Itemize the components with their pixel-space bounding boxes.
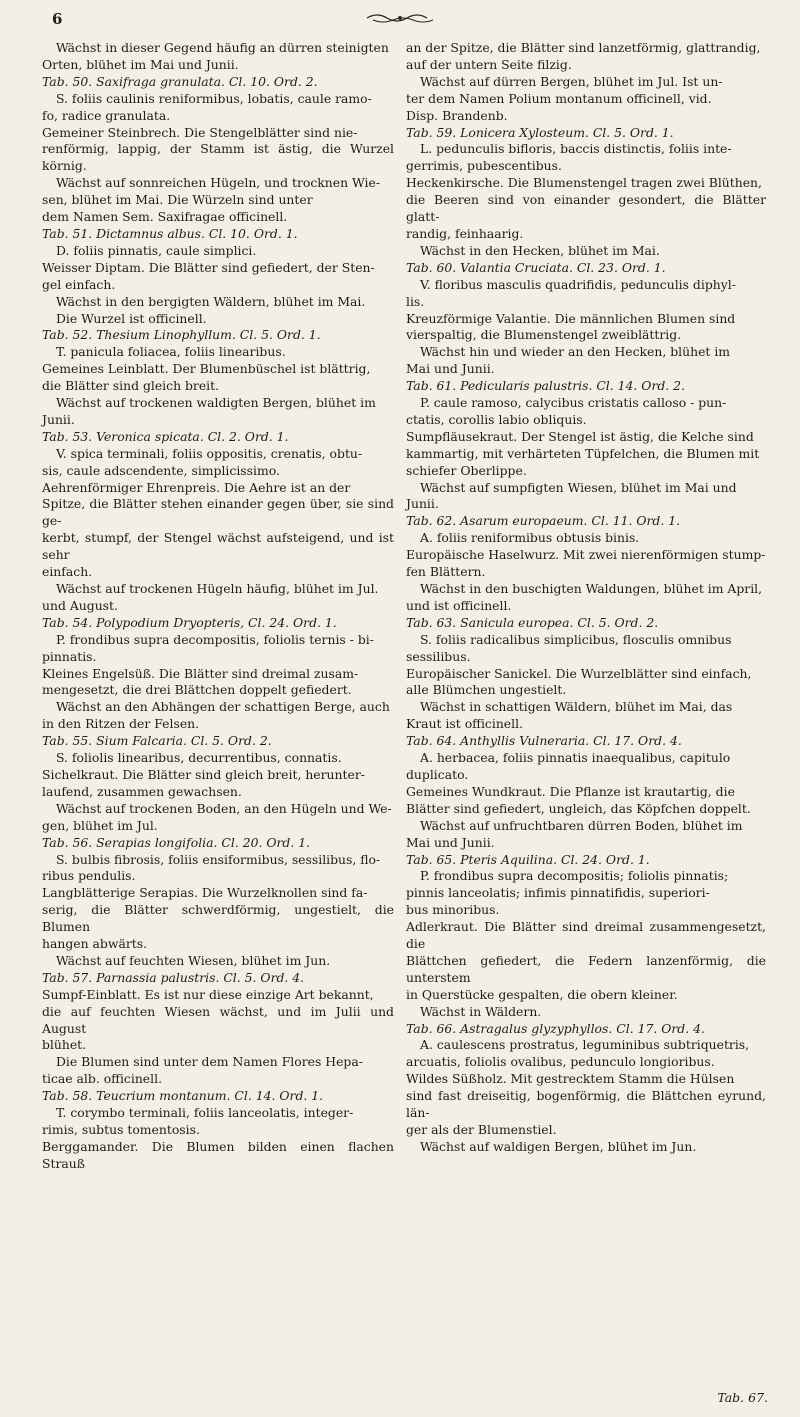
entry-heading: Tab. 54. Polypodium Dryopteris, Cl. 24. Ord. 1. xyxy=(42,614,337,630)
text-line: Wächst in den buschigten Waldungen, blühet im April, xyxy=(420,581,763,596)
text-line: A. herbacea, foliis pinnatis inaequalibus, capitulo xyxy=(420,750,731,766)
text-line: Mai und Junii. xyxy=(406,361,495,377)
text-line: sessilibus. xyxy=(406,648,471,664)
catchword: Tab. 67. xyxy=(717,1390,768,1405)
text-block xyxy=(406,1021,766,1156)
text-line: an der Spitze, die Blätter sind lanzetförmig, glattrandig, xyxy=(406,40,761,55)
text-line: serig, die Blätter schwerdförmig, ungestielt, die Blumen xyxy=(42,902,394,935)
text-line: Wächst in Wäldern. xyxy=(420,1003,542,1019)
text-line: schiefer Oberlippe. xyxy=(406,462,527,478)
text-line: ticae alb. officinell. xyxy=(42,1071,163,1087)
text-block xyxy=(406,125,766,260)
text-line: Orten, blühet im Mai und Junii. xyxy=(42,56,239,72)
text-line: Wächst auf dürren Bergen, blühet im Jul. Ist un- xyxy=(420,73,723,89)
text-line: S. bulbis fibrosis, foliis ensiformibus, sessilibus, flo- xyxy=(56,851,381,867)
right-column xyxy=(406,40,766,1156)
text-line: ctatis, corollis labio obliquis. xyxy=(406,411,587,427)
text-line: P. frondibus supra decompositis, foliolis ternis - bi- xyxy=(56,631,374,647)
text-block xyxy=(406,852,766,1021)
text-block xyxy=(406,615,766,733)
text-line: Disp. Brandenb. xyxy=(406,107,508,123)
text-line: Wächst in dieser Gegend häufig an dürren steinigten xyxy=(56,40,389,55)
text-line: Sumpf-Einblatt. Es ist nur diese einzige Art bekannt, xyxy=(42,986,374,1002)
text-line: A. caulescens prostratus, leguminibus subtriquetris, xyxy=(420,1037,750,1053)
text-line: Wächst an den Abhängen der schattigen Berge, auch xyxy=(56,699,390,715)
text-block xyxy=(42,429,394,615)
text-line: rimis, subtus tomentosis. xyxy=(42,1122,200,1137)
text-line: P. caule ramoso, calycibus cristatis calloso - pun- xyxy=(420,395,727,411)
text-line: Sichelkraut. Die Blätter sind gleich breit, herunter- xyxy=(42,766,365,782)
text-line: kammartig, mit verhärteten Tüpfelchen, die Blumen mit xyxy=(406,445,760,461)
text-block xyxy=(42,40,394,74)
text-line: Wächst in schattigen Wäldern, blühet im Mai, das xyxy=(420,699,733,715)
entry-heading: Tab. 51. Dictamnus albus. Cl. 10. Ord. 1. xyxy=(42,225,298,241)
text-line: auf der untern Seite filzig. xyxy=(406,56,572,72)
ornament-icon xyxy=(365,10,435,26)
entry-heading: Tab. 64. Anthyllis Vulneraria. Cl. 17. Ord. 4. xyxy=(406,733,682,749)
entry-heading: Tab. 52. Thesium Linophyllum. Cl. 5. Ord. 1. xyxy=(42,327,321,343)
text-line: Wächst auf feuchten Wiesen, blühet im Jun. xyxy=(56,952,331,968)
text-line: gel einfach. xyxy=(42,276,116,292)
text-line: arcuatis, foliolis ovalibus, pedunculo longioribus. xyxy=(406,1054,715,1070)
text-line: Heckenkirsche. Die Blumenstengel tragen zwei Blüthen, xyxy=(406,175,762,191)
text-line: Kleines Engelsüß. Die Blätter sind dreimal zusam- xyxy=(42,665,359,681)
text-block xyxy=(42,327,394,428)
text-line: und August. xyxy=(42,597,118,613)
text-line: Blätter sind gefiedert, ungleich, das Köpfchen doppelt. xyxy=(406,800,751,816)
text-line: lis. xyxy=(406,293,425,309)
entry-heading: Tab. 57. Parnassia palustris. Cl. 5. Ord. 4. xyxy=(42,969,305,985)
text-line: und ist officinell. xyxy=(406,597,512,613)
text-line: D. foliis pinnatis, caule simplici. xyxy=(56,242,257,258)
text-line: L. pedunculis bifloris, baccis distinctis, foliis inte- xyxy=(420,141,732,157)
text-line: fen Blättern. xyxy=(406,564,486,580)
text-line: renförmig, lappig, der Stamm ist ästig, die Wurzel körnig. xyxy=(42,141,394,174)
text-line: Wächst auf trockenen waldigten Bergen, blühet im xyxy=(56,395,376,411)
text-block xyxy=(42,835,394,970)
text-line: pinnatis. xyxy=(42,648,97,664)
text-line: Sumpfläusekraut. Der Stengel ist ästig, die Kelche sind xyxy=(406,428,754,444)
entry-heading: Tab. 66. Astragalus glyzyphyllos. Cl. 17. Ord. 4. xyxy=(406,1020,705,1036)
text-line: sen, blühet im Mai. Die Würzeln sind unter xyxy=(42,192,313,208)
text-line: in den Ritzen der Felsen. xyxy=(42,716,200,732)
text-block xyxy=(42,226,394,327)
text-line: Europäische Haselwurz. Mit zwei nierenförmigen stump- xyxy=(406,547,766,563)
text-line: Wächst in den Hecken, blühet im Mai. xyxy=(420,242,660,258)
text-line: Langblätterige Serapias. Die Wurzelknollen sind fa- xyxy=(42,885,368,901)
text-block xyxy=(406,260,766,378)
text-block xyxy=(42,74,394,226)
text-line: gen, blühet im Jul. xyxy=(42,817,158,833)
text-line: Mai und Junii. xyxy=(406,834,495,850)
entry-heading: Tab. 65. Pteris Aquilina. Cl. 24. Ord. 1. xyxy=(406,851,650,867)
text-line: randig, feinhaarig. xyxy=(406,225,524,241)
text-line: Gemeines Wundkraut. Die Pflanze ist krautartig, die xyxy=(406,783,735,799)
left-column xyxy=(42,40,394,1173)
entry-heading: Tab. 50. Saxifraga granulata. Cl. 10. Ord. 2. xyxy=(42,73,318,89)
text-line: S. foliolis linearibus, decurrentibus, connatis. xyxy=(56,750,342,766)
text-line: Wächst auf sonnreichen Hügeln, und trocknen Wie- xyxy=(56,175,381,191)
text-block xyxy=(406,40,766,125)
text-line: P. frondibus supra decompositis; foliolis pinnatis; xyxy=(420,868,729,884)
text-line: Blättchen gefiedert, die Federn lanzenförmig, die unterstem xyxy=(406,952,766,985)
entry-heading: Tab. 55. Sium Falcaria. Cl. 5. Ord. 2. xyxy=(42,733,272,749)
text-line: die Blätter sind gleich breit. xyxy=(42,378,220,394)
text-line: Aehrenförmiger Ehrenpreis. Die Aehre ist an der xyxy=(42,479,351,495)
text-line: laufend, zusammen gewachsen. xyxy=(42,783,242,799)
text-block xyxy=(42,970,394,1088)
text-line: einfach. xyxy=(42,564,93,580)
text-line: gerrimis, pubescentibus. xyxy=(406,158,562,174)
text-line: Junii. xyxy=(42,411,75,427)
text-line: kerbt, stumpf, der Stengel wächst aufsteigend, und ist sehr xyxy=(42,530,394,563)
text-line: Wächst in den bergigten Wäldern, blühet im Mai. xyxy=(56,293,366,309)
text-line: Spitze, die Blätter stehen einander gegen über, sie sind ge- xyxy=(42,496,394,529)
text-line: Gemeiner Steinbrech. Die Stengelblätter sind nie- xyxy=(42,124,358,140)
text-line: ter dem Namen Polium montanum officinell, vid. xyxy=(406,90,712,106)
text-line: Kraut ist officinell. xyxy=(406,716,524,732)
text-line: fo, radice granulata. xyxy=(42,107,171,123)
entry-heading: Tab. 58. Teucrium montanum. Cl. 14. Ord. 1. xyxy=(42,1088,324,1104)
text-line: Wächst auf trockenen Hügeln häufig, blühet im Jul. xyxy=(56,581,379,596)
page-number: 6 xyxy=(52,10,63,28)
text-line: Adlerkraut. Die Blätter sind dreimal zusammengesetzt, die xyxy=(406,919,766,952)
text-line: Junii. xyxy=(406,496,439,512)
text-line: Wildes Süßholz. Mit gestrecktem Stamm die Hülsen xyxy=(406,1071,735,1087)
text-line: ger als der Blumenstiel. xyxy=(406,1122,557,1137)
text-line: bus minoribus. xyxy=(406,902,500,918)
text-line: Kreuzförmige Valantie. Die männlichen Blumen sind xyxy=(406,310,736,326)
text-block xyxy=(42,615,394,733)
text-line: Gemeines Leinblatt. Der Blumenbüschel ist blättrig, xyxy=(42,361,371,377)
text-line: mengesetzt, die drei Blättchen doppelt gefiedert. xyxy=(42,682,352,698)
text-line: blühet. xyxy=(42,1037,87,1053)
text-line: Die Blumen sind unter dem Namen Flores Hepa- xyxy=(56,1054,363,1070)
text-line: pinnis lanceolatis; infimis pinnatifidis, superiori- xyxy=(406,885,710,901)
entry-heading: Tab. 60. Valantia Cruciata. Cl. 23. Ord. 1. xyxy=(406,259,666,275)
text-line: V. floribus masculis quadrifidis, pedunculis diphyl- xyxy=(420,276,736,292)
entry-heading: Tab. 62. Asarum europaeum. Cl. 11. Ord. 1. xyxy=(406,513,681,529)
text-line: Wächst auf waldigen Bergen, blühet im Jun. xyxy=(420,1138,697,1154)
text-block xyxy=(42,1088,394,1173)
text-block xyxy=(406,378,766,513)
entry-heading: Tab. 53. Veronica spicata. Cl. 2. Ord. 1. xyxy=(42,428,289,444)
entry-heading: Tab. 63. Sanicula europea. Cl. 5. Ord. 2. xyxy=(406,614,659,630)
text-line: T. panicula foliacea, foliis linearibus. xyxy=(56,344,286,360)
text-line: alle Blümchen ungestielt. xyxy=(406,682,567,698)
text-line: Weisser Diptam. Die Blätter sind gefiedert, der Sten- xyxy=(42,259,375,275)
text-line: S. foliis radicalibus simplicibus, flosculis omnibus xyxy=(420,631,732,647)
text-line: die auf feuchten Wiesen wächst, und im Julii und August xyxy=(42,1003,394,1036)
text-block xyxy=(42,733,394,834)
text-line: dem Namen Sem. Saxifragae officinell. xyxy=(42,209,288,225)
text-line: sis, caule adscendente, simplicissimo. xyxy=(42,462,280,478)
text-block xyxy=(406,513,766,614)
text-line: duplicato. xyxy=(406,766,469,782)
text-line: Europäischer Sanickel. Die Wurzelblätter sind einfach, xyxy=(406,665,752,681)
text-line: V. spica terminali, foliis oppositis, crenatis, obtu- xyxy=(56,445,363,461)
entry-heading: Tab. 59. Lonicera Xylosteum. Cl. 5. Ord. 1. xyxy=(406,124,674,140)
text-block xyxy=(406,733,766,851)
entry-heading: Tab. 56. Serapias longifolia. Cl. 20. Ord. 1. xyxy=(42,834,311,850)
text-line: Wächst auf sumpfigten Wiesen, blühet im Mai und xyxy=(420,479,737,495)
text-line: hangen abwärts. xyxy=(42,936,148,952)
text-line: Die Wurzel ist officinell. xyxy=(56,310,207,326)
text-line: Berggamander. Die Blumen bilden einen flachen Strauß xyxy=(42,1138,394,1171)
text-line: Wächst auf trockenen Boden, an den Hügeln und We- xyxy=(56,800,392,816)
text-line: in Querstücke gespalten, die obern kleiner. xyxy=(406,986,678,1002)
text-line: ribus pendulis. xyxy=(42,868,136,884)
text-line: Wächst hin und wieder an den Hecken, blühet im xyxy=(420,344,731,360)
text-line: die Beeren sind von einander gesondert, die Blätter glatt- xyxy=(406,192,766,225)
text-line: Wächst auf unfruchtbaren dürren Boden, blühet im xyxy=(420,817,743,833)
text-line: sind fast dreiseitig, bogenförmig, die Blättchen eyrund, län- xyxy=(406,1088,766,1121)
text-line: T. corymbo terminali, foliis lanceolatis, integer- xyxy=(56,1105,354,1121)
entry-heading: Tab. 61. Pedicularis palustris. Cl. 14. Ord. 2. xyxy=(406,378,685,394)
text-line: S. foliis caulinis reniformibus, lobatis, caule ramo- xyxy=(56,90,372,106)
text-line: vierspaltig, die Blumenstengel zweiblättrig. xyxy=(406,327,682,343)
text-line: A. foliis reniformibus obtusis binis. xyxy=(420,530,640,546)
